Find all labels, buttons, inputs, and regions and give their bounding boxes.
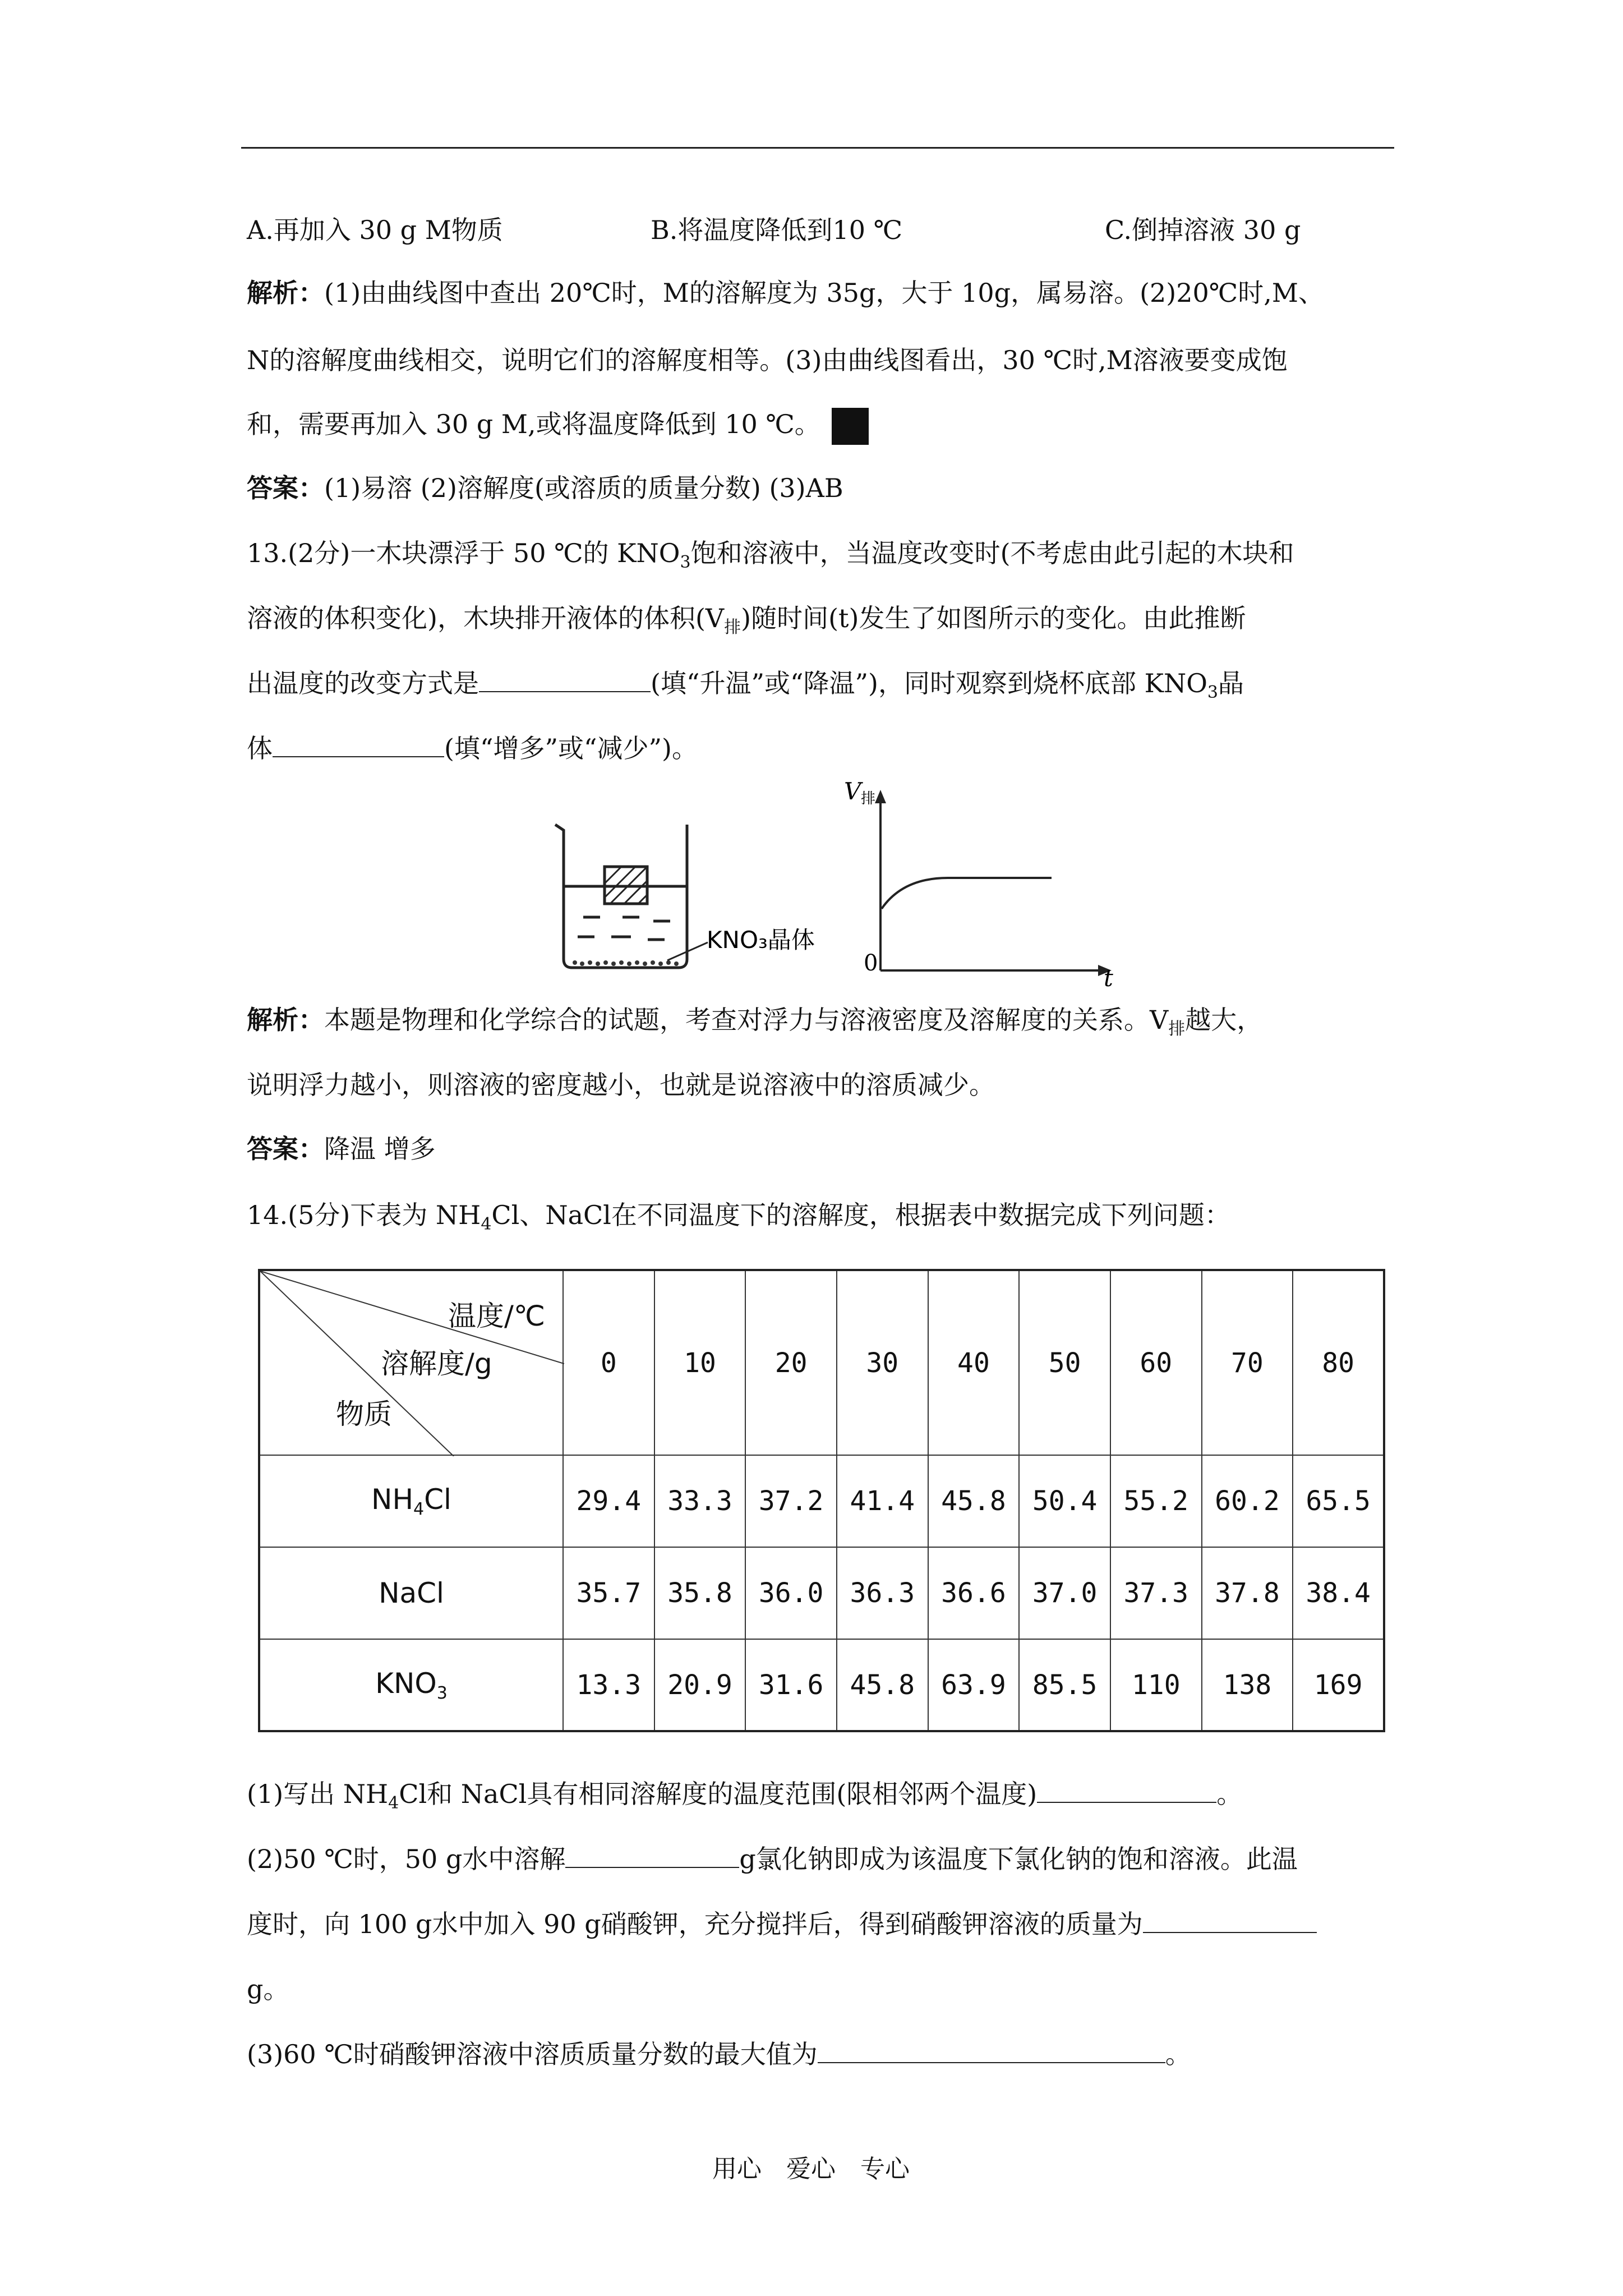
header-rule: [241, 147, 1394, 149]
subscript: 4: [481, 1214, 492, 1234]
analysis-text: (1)由曲线图中查出 20℃时，M的溶解度为 35g，大于 10g，属易溶。(2)20℃时,M、: [324, 278, 1324, 308]
q14-text: (2)50 ℃时，50 g水中溶解: [247, 1844, 566, 1874]
q14-text: (3)60 ℃时硝酸钾溶液中溶质质量分数的最大值为: [247, 2039, 818, 2069]
table-cell: 65.5: [1293, 1455, 1384, 1547]
q14-sub3: [247, 2037, 1191, 2071]
table-cell: 41.4: [837, 1455, 928, 1547]
substance-name: [259, 1547, 563, 1639]
option-b: B.将温度降低到10 ℃: [651, 215, 903, 245]
beaker-diagram: [555, 825, 687, 968]
temp-header-cell: 20: [745, 1270, 837, 1455]
table-cell: 169: [1293, 1639, 1384, 1731]
diagonal-header: [260, 1271, 562, 1455]
q14-text: Cl和 NaCl具有相同溶解度的温度范围(限相邻两个温度): [399, 1779, 1038, 1809]
table-cell: 37.8: [1202, 1547, 1293, 1639]
temp-header-cell: 50: [1019, 1270, 1110, 1455]
q14-text: g氯化钠即成为该温度下氯化钠的饱和溶液。此温: [739, 1844, 1298, 1874]
table-cell: 37.0: [1019, 1547, 1110, 1639]
subscript: 排: [724, 618, 741, 637]
subscript: 3: [1207, 683, 1219, 702]
q13-line1: [247, 536, 1294, 579]
q14-text: (1)写出 NH: [247, 1779, 389, 1809]
beaker-label: KNO₃晶体: [707, 926, 815, 954]
origin-label: 0: [864, 950, 878, 976]
q14-text: 。: [1165, 2039, 1191, 2069]
analysis-12-line3: [247, 407, 869, 445]
substance-name: [259, 1455, 563, 1547]
q13-text: (填“升温”或“降温”)，同时观察到烧杯底部 KNO: [651, 668, 1207, 698]
header-temperature: 温度/℃: [448, 1300, 545, 1332]
analysis-text: 和，需要再加入 30 g M,或将温度降低到 10 ℃。: [247, 409, 820, 439]
q13-line4: [247, 731, 698, 765]
table-cell: 45.8: [928, 1455, 1020, 1547]
answer-text: (1)易溶 (2)溶解度(或溶质的质量分数) (3)AB: [324, 473, 843, 503]
table-cell: 55.2: [1110, 1455, 1202, 1547]
temp-header-cell: 60: [1110, 1270, 1202, 1455]
table-cell: 138: [1202, 1639, 1293, 1731]
table-cell: 50.4: [1019, 1455, 1110, 1547]
substance-name: [259, 1639, 563, 1731]
answer-text: 降温 增多: [324, 1134, 436, 1164]
q13-text: 晶: [1218, 668, 1244, 698]
analysis-13-line1: [247, 1003, 1262, 1046]
substance-text: Cl: [424, 1483, 451, 1516]
q14-text: 14.(5分)下表为 NH: [247, 1200, 481, 1230]
q13-text: 体: [247, 733, 273, 763]
substance-text: NH: [371, 1483, 414, 1516]
table-cell: 37.3: [1110, 1547, 1202, 1639]
answer-blank[interactable]: [818, 2040, 1165, 2063]
option-c: C.倒掉溶液 30 g: [1105, 215, 1301, 245]
q13-text: 出温度的改变方式是: [247, 668, 479, 698]
answer-label: 答案：: [247, 1134, 324, 1164]
q13-text: (填“增多”或“减少”)。: [444, 733, 698, 763]
substance-text: KNO: [375, 1667, 437, 1700]
q13-text: 溶液的体积变化)，木块排开液体的体积(V: [247, 603, 725, 633]
answer-blank[interactable]: [1143, 1910, 1317, 1933]
q14-text: 。: [1216, 1779, 1243, 1809]
temp-header-cell: 80: [1293, 1270, 1384, 1455]
analysis-12-line2: N的溶解度曲线相交，说明它们的溶解度相等。(3)由曲线图看出，30 ℃时,M溶液要变成饱: [247, 345, 1288, 375]
q13-line3: [247, 666, 1244, 710]
table-cell: 36.6: [928, 1547, 1020, 1639]
answer-label: 答案：: [247, 473, 324, 503]
subscript: 3: [680, 553, 691, 572]
footer-text: 爱心: [786, 2155, 836, 2183]
solubility-table: [258, 1269, 1385, 1732]
answer-blank[interactable]: [273, 734, 444, 757]
y-axis-sub: 排: [861, 790, 876, 807]
table-row: [259, 1547, 1384, 1639]
answer-12: [247, 471, 843, 505]
table-cell: 63.9: [928, 1639, 1020, 1731]
answer-blank[interactable]: [479, 669, 651, 692]
q14-intro: [247, 1198, 1230, 1241]
table-cell: 110: [1110, 1639, 1202, 1731]
x-axis-label: t: [1104, 964, 1113, 987]
temp-header-cell: 10: [654, 1270, 746, 1455]
answer-blank[interactable]: [565, 1844, 739, 1868]
table-cell: 60.2: [1202, 1455, 1293, 1547]
table-cell: 29.4: [563, 1455, 654, 1547]
table-cell: 35.7: [563, 1547, 654, 1639]
table-cell: 85.5: [1019, 1639, 1110, 1731]
y-axis-label: V: [844, 777, 861, 805]
subscript: 4: [413, 1499, 425, 1519]
analysis-label: 解析：: [247, 1005, 324, 1035]
footer-text: 专心: [860, 2155, 910, 2183]
option-a: A.再加入 30 g M物质: [247, 215, 503, 245]
analysis-text: 本题是物理和化学综合的试题，考查对浮力与溶液密度及溶解度的关系。V: [324, 1005, 1169, 1035]
table-cell: 38.4: [1293, 1547, 1384, 1639]
table-cell: 45.8: [837, 1639, 928, 1731]
q14-sub2-line3: g。: [247, 1974, 289, 2004]
q14-text: 度时，向 100 g水中加入 90 g硝酸钾，充分搅拌后，得到硝酸钾溶液的质量为: [247, 1909, 1143, 1939]
table-cell: 20.9: [654, 1639, 746, 1731]
subscript: 4: [388, 1793, 399, 1813]
q14-sub2-line1: [247, 1842, 1298, 1876]
q13-text: )随时间(t)发生了如图所示的变化。由此推断: [741, 603, 1246, 633]
subscript: 3: [436, 1683, 448, 1703]
black-square-mark: [832, 408, 869, 445]
table-cell: 31.6: [745, 1639, 837, 1731]
answer-13: [247, 1132, 436, 1166]
table-cell: 35.8: [654, 1547, 746, 1639]
table-header-row: [259, 1270, 1384, 1455]
answer-blank[interactable]: [1037, 1779, 1216, 1803]
analysis-12-line1: [247, 276, 1324, 310]
table-cell: 36.3: [837, 1547, 928, 1639]
table-cell: 36.0: [745, 1547, 837, 1639]
temp-header-cell: 40: [928, 1270, 1020, 1455]
subscript: 排: [1168, 1019, 1186, 1039]
substance-text: NaCl: [379, 1577, 444, 1609]
q14-sub2-line2: [247, 1907, 1317, 1941]
table-cell: 33.3: [654, 1455, 746, 1547]
q13-line2: [247, 601, 1246, 645]
diagonal-header-cell: [259, 1270, 563, 1455]
table-cell: 13.3: [563, 1639, 654, 1731]
temp-header-cell: 0: [563, 1270, 654, 1455]
table-row: [259, 1455, 1384, 1547]
crystal-layer: [573, 960, 679, 966]
page-footer: [712, 2148, 934, 2184]
v-t-graph: [844, 777, 1113, 987]
table-cell: 37.2: [745, 1455, 837, 1547]
header-solubility: 溶解度/g: [381, 1347, 492, 1380]
analysis-label: 解析：: [247, 278, 324, 308]
temp-header-cell: 30: [837, 1270, 928, 1455]
footer-text: 用心: [712, 2155, 762, 2183]
analysis-13-line2: 说明浮力越小，则溶液的密度越小，也就是说溶液中的溶质减少。: [247, 1070, 995, 1100]
q14-sub1: [247, 1777, 1242, 1820]
temp-header-cell: 70: [1202, 1270, 1293, 1455]
table-row: [259, 1639, 1384, 1731]
q13-text: 13.(2分)一木块漂浮于 50 ℃的 KNO: [247, 538, 680, 568]
analysis-text: 越大，: [1185, 1005, 1263, 1035]
q14-text: Cl、NaCl在不同温度下的溶解度，根据表中数据完成下列问题：: [491, 1200, 1230, 1230]
header-substance: 物质: [336, 1398, 392, 1430]
figure-13: [538, 774, 1133, 987]
q13-text: 饱和溶液中，当温度改变时(不考虑由此引起的木块和: [690, 538, 1294, 568]
